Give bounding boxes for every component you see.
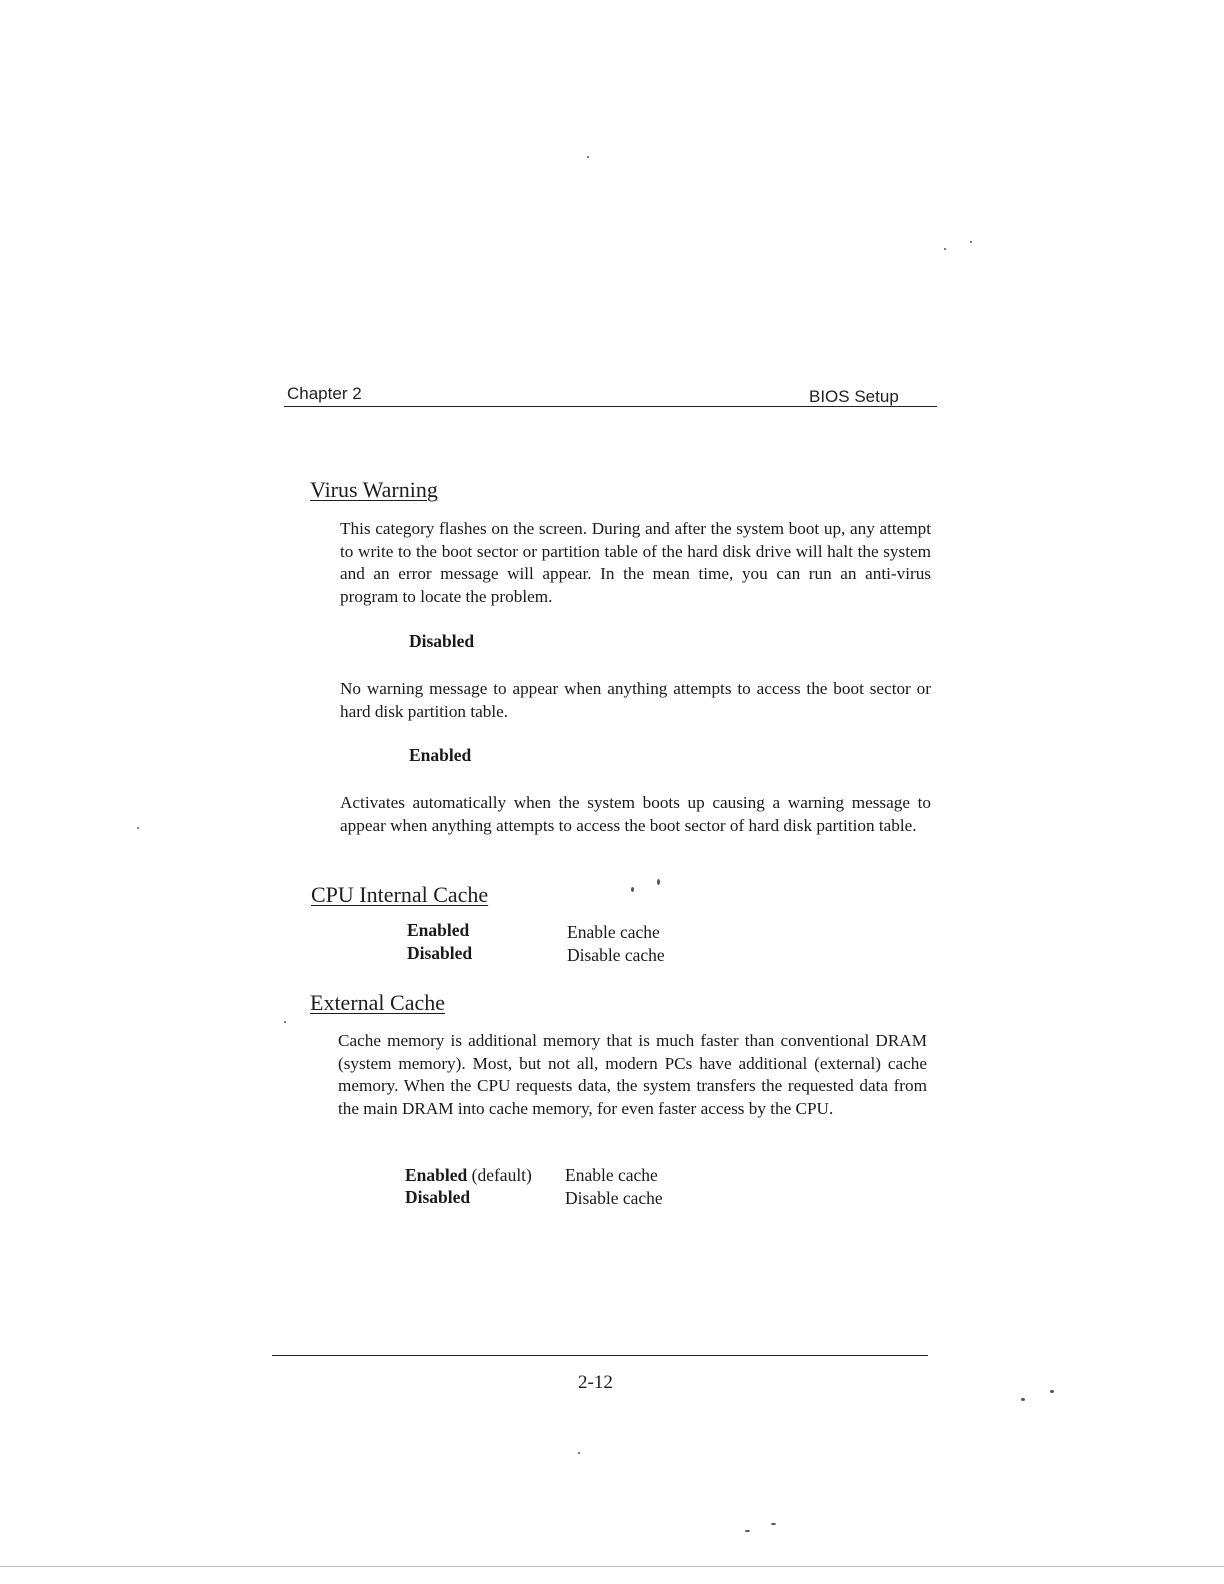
virus-enabled-label: Enabled xyxy=(409,745,472,765)
virus-enabled-text: Activates automatically when the system boots up causing a warning message to appear when anything attempts to access the boot sector of hard disk partition table. xyxy=(340,793,931,835)
header-section: BIOS Setup xyxy=(809,387,899,406)
scan-speck xyxy=(657,879,660,885)
scan-speck xyxy=(578,1452,580,1454)
header-rule xyxy=(284,406,937,407)
scan-speck xyxy=(587,156,589,158)
cpu-internal-cache-title: CPU Internal Cache xyxy=(311,882,489,907)
scan-speck xyxy=(284,1021,286,1023)
scan-speck xyxy=(1021,1398,1025,1401)
ext-cache-option-desc: Disable cache xyxy=(565,1188,663,1208)
ext-cache-option-label xyxy=(405,1165,532,1186)
scan-speck xyxy=(745,1530,750,1532)
footer-rule xyxy=(272,1355,928,1356)
scan-speck xyxy=(137,827,139,829)
scan-speck xyxy=(944,248,946,250)
cpu-cache-option-label: Enabled xyxy=(407,920,470,940)
ext-cache-option-label: Disabled xyxy=(405,1187,471,1207)
page-number: 2-12 xyxy=(578,1372,613,1393)
external-cache-title: External Cache xyxy=(310,990,445,1015)
scan-speck xyxy=(970,241,972,243)
cpu-cache-option-label: Disabled xyxy=(407,943,473,963)
ext-cache-option-desc: Enable cache xyxy=(565,1165,658,1185)
virus-warning-intro: This category flashes on the screen. During and after the system boot up, any attempt to write to the boot sector or partition table of the hard disk drive will halt the system and an error message will appear. In the mean time, you can run an anti-virus program to locate the problem. xyxy=(340,519,931,607)
cpu-cache-option-desc: Disable cache xyxy=(567,945,665,965)
cpu-cache-option-desc: Enable cache xyxy=(567,922,660,942)
scan-speck xyxy=(771,1523,776,1525)
virus-disabled-text: No warning message to appear when anything attempts to access the boot sector or hard disk partition table. xyxy=(340,679,931,721)
external-cache-intro: Cache memory is additional memory that is much faster than conventional DRAM (system memory). Most, but not all, modern PCs have additional (external) cache memory. When the CPU requests data, the system transfers the requested data from the main DRAM into cache memory, for even faster access by the CPU. xyxy=(338,1031,927,1119)
scan-speck xyxy=(1050,1390,1054,1393)
virus-disabled-label: Disabled xyxy=(409,631,475,651)
header-chapter: Chapter 2 xyxy=(287,384,362,403)
ext-cache-option-name: Enabled xyxy=(405,1165,468,1185)
virus-warning-title: Virus Warning xyxy=(310,477,438,502)
scan-speck xyxy=(631,887,634,892)
ext-cache-option-note: (default) xyxy=(471,1165,532,1185)
scan-edge-line xyxy=(0,1566,1224,1567)
